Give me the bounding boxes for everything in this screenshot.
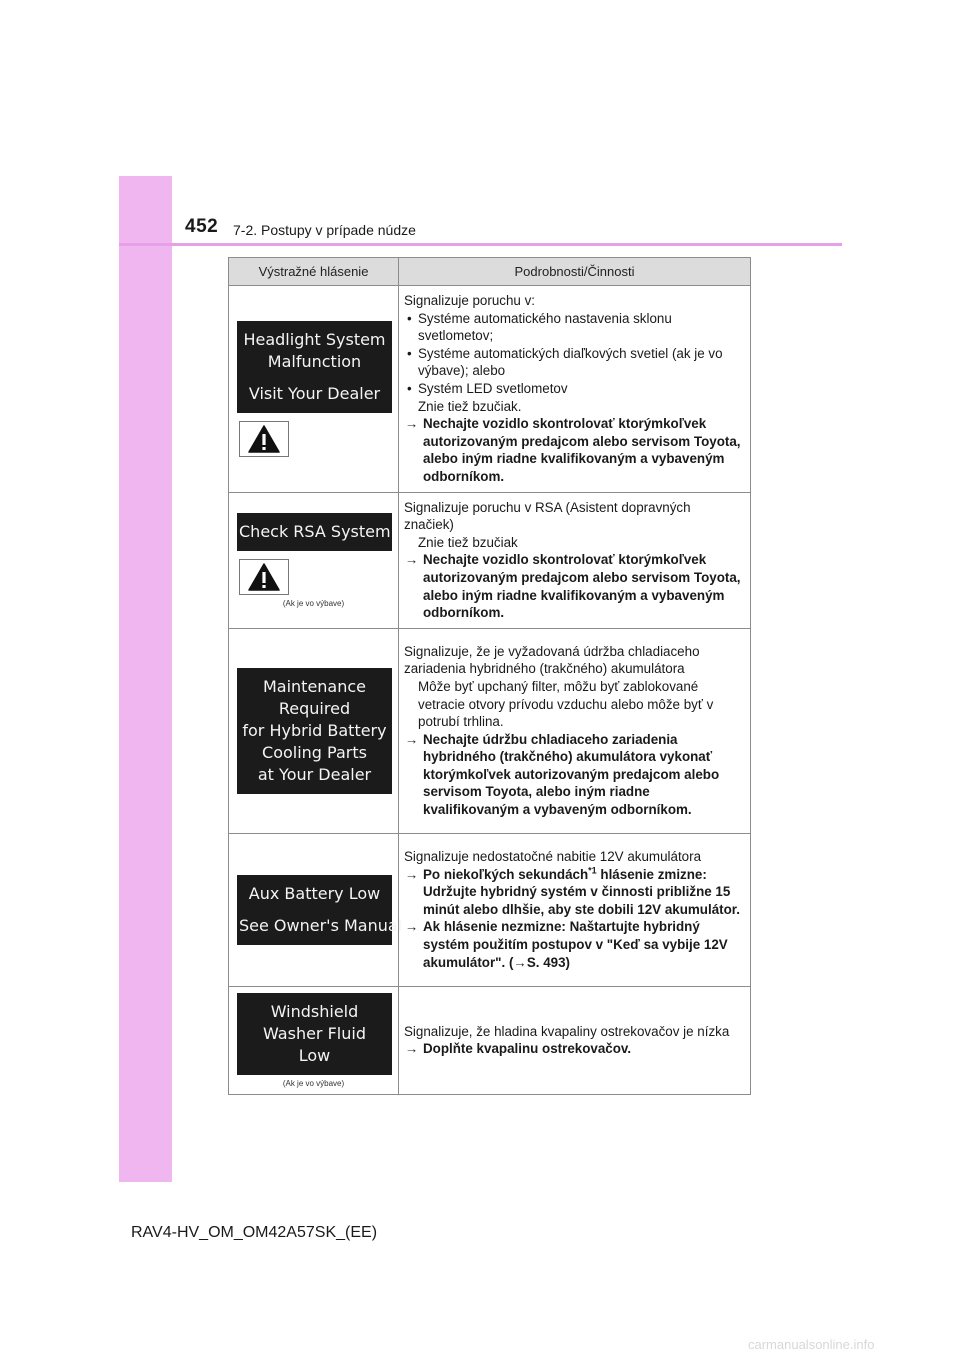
warning-triangle-icon bbox=[239, 421, 289, 457]
message-line bbox=[239, 905, 390, 915]
details-cell bbox=[399, 492, 751, 628]
warning-messages-table bbox=[228, 257, 751, 1095]
column-header-details: Podrobnosti/Činnosti bbox=[399, 258, 751, 286]
message-cell bbox=[229, 286, 399, 493]
display-message-image bbox=[237, 993, 392, 1075]
message-cell bbox=[229, 986, 399, 1094]
message-line: Visit Your Dealer bbox=[248, 383, 381, 403]
details-cell bbox=[399, 286, 751, 493]
text: Doplňte kvapalinu ostrekovačov. bbox=[423, 1041, 632, 1057]
text: Signalizuje poruchu v RSA (Asistent dopravných značiek) bbox=[404, 499, 691, 533]
message-line: Check RSA System bbox=[239, 521, 391, 541]
text: Signalizuje, že hladina kvapaliny ostrekovačov je nízka bbox=[404, 1023, 730, 1039]
description-text bbox=[404, 1023, 744, 1041]
description-text bbox=[404, 292, 744, 310]
arrow-right-icon: → bbox=[405, 919, 419, 935]
arrow-right-icon: → bbox=[405, 416, 419, 432]
bullet-item bbox=[404, 380, 744, 398]
text: Ak hlásenie nezmizne: Naštartujte hybridný systém použitím postupov v "Keď sa vybije 12V akumulátor". (→S. 493) bbox=[423, 919, 728, 970]
message-line: Washer Fluid bbox=[263, 1023, 366, 1043]
description-text bbox=[404, 643, 744, 678]
header-rule bbox=[119, 243, 842, 246]
table-row bbox=[229, 628, 751, 833]
text: Nechajte vozidlo skontrolovať ktorýmkoľvek autorizovaným predajcom alebo servisom Toyota, alebo iným riadne kvalifikovaným a vybaveným odborníkom. bbox=[423, 416, 741, 484]
arrow-right-icon: → bbox=[405, 552, 419, 568]
message-line: Windshield bbox=[270, 1001, 359, 1021]
action-item bbox=[404, 866, 744, 919]
footnote-marker: *1 bbox=[588, 865, 597, 876]
bullet-item bbox=[404, 310, 744, 345]
table-body bbox=[229, 286, 751, 1095]
action-item bbox=[404, 1040, 744, 1058]
arrow-right-icon: → bbox=[405, 1041, 419, 1057]
message-line: for Hybrid Battery bbox=[242, 720, 387, 740]
text: Môže byť upchaný filter, môžu byť zablokované vetracie otvory prívodu vzduchu alebo môže byť v potrubí trhlina. bbox=[418, 678, 714, 730]
display-message-image bbox=[237, 875, 403, 945]
arrow-right-icon: → bbox=[405, 731, 419, 747]
message-line: Low bbox=[298, 1045, 331, 1065]
message-line: See Owner's Manual bbox=[239, 915, 403, 935]
details-cell bbox=[399, 833, 751, 986]
indented-note bbox=[404, 678, 744, 731]
text: Signalizuje nedostatočné nabitie 12V akumulátora bbox=[404, 849, 702, 865]
description-text bbox=[404, 848, 744, 866]
action-item bbox=[404, 551, 744, 621]
column-header-message: Výstražné hlásenie bbox=[229, 258, 399, 286]
bullet-marker: • bbox=[407, 310, 412, 326]
text: Nechajte vozidlo skontrolovať ktorýmkoľvek autorizovaným predajcom alebo servisom Toyota, alebo iným riadne kvalifikovaným a vybaveným odborníkom. bbox=[423, 552, 741, 621]
bullet-marker: • bbox=[407, 380, 412, 396]
bullet-marker: • bbox=[407, 345, 412, 361]
text: Signalizuje poruchu v: bbox=[404, 293, 536, 308]
text: Systéme automatických diaľkových svetiel (ak je vo výbave); alebo bbox=[418, 345, 723, 379]
message-line: at Your Dealer bbox=[257, 764, 372, 784]
chapter-sidebar-tab bbox=[119, 176, 172, 1182]
indented-note bbox=[404, 534, 744, 552]
message-line: Aux Battery Low bbox=[248, 883, 381, 903]
message-cell bbox=[229, 833, 403, 986]
text: Signalizuje, že je vyžadovaná údržba chladiaceho zariadenia hybridného (trakčného) akumulátora bbox=[404, 643, 700, 677]
text: Systém LED svetlometov bbox=[418, 380, 568, 396]
message-line: Headlight System bbox=[243, 329, 386, 349]
message-line: Cooling Parts bbox=[262, 742, 367, 762]
table-row bbox=[229, 833, 751, 986]
message-line: Malfunction bbox=[267, 351, 362, 371]
text: Po niekoľkých sekundách bbox=[423, 866, 589, 882]
bullet-item bbox=[404, 345, 744, 380]
warning-triangle-icon bbox=[239, 559, 289, 595]
text: Znie tiež bzučiak. bbox=[418, 398, 522, 414]
message-line: Maintenance bbox=[262, 676, 367, 696]
page-number: 452 bbox=[185, 216, 219, 237]
equipment-note: (Ak je vo výbave) bbox=[282, 1078, 345, 1088]
table-row bbox=[229, 986, 751, 1094]
table-row bbox=[229, 286, 751, 493]
message-line: Required bbox=[278, 698, 351, 718]
message-cell bbox=[229, 628, 399, 833]
text: Nechajte údržbu chladiaceho zariadenia hybridného (trakčného) akumulátora vykonať ktorýmkoľvek autorizovaným predajcom alebo servisom Toyota, alebo iným riadne kvalifikovaným a vybaveným odborníkom. bbox=[423, 731, 720, 818]
table-row bbox=[229, 492, 751, 628]
document-code: RAV4-HV_OM_OM42A57SK_(EE) bbox=[131, 1224, 378, 1241]
action-item bbox=[404, 415, 744, 485]
arrow-right-icon: → bbox=[405, 866, 419, 882]
text: Znie tiež bzučiak bbox=[418, 534, 518, 550]
text: hlásenie zmizne: Udržujte hybridný systém v činnosti približne 15 minút alebo dlhšie, aby ste dobili 12V akumulátor. bbox=[423, 866, 740, 917]
display-message-image bbox=[237, 321, 392, 413]
text: Systéme automatického nastavenia sklonu svetlometov; bbox=[418, 310, 672, 344]
section-title: 7-2. Postupy v prípade núdze bbox=[233, 222, 416, 238]
description-text bbox=[404, 499, 744, 534]
equipment-note: (Ak je vo výbave) bbox=[282, 598, 345, 608]
message-line bbox=[239, 373, 390, 383]
table-header-row bbox=[229, 258, 751, 286]
action-item bbox=[404, 918, 744, 971]
indented-note bbox=[404, 398, 744, 416]
details-cell bbox=[399, 628, 751, 833]
action-item bbox=[404, 731, 744, 819]
details-cell bbox=[399, 986, 751, 1094]
display-message-image bbox=[237, 668, 392, 794]
watermark: carmanualsonline.info bbox=[748, 1337, 875, 1352]
message-cell bbox=[229, 492, 399, 628]
display-message-image bbox=[237, 513, 392, 551]
